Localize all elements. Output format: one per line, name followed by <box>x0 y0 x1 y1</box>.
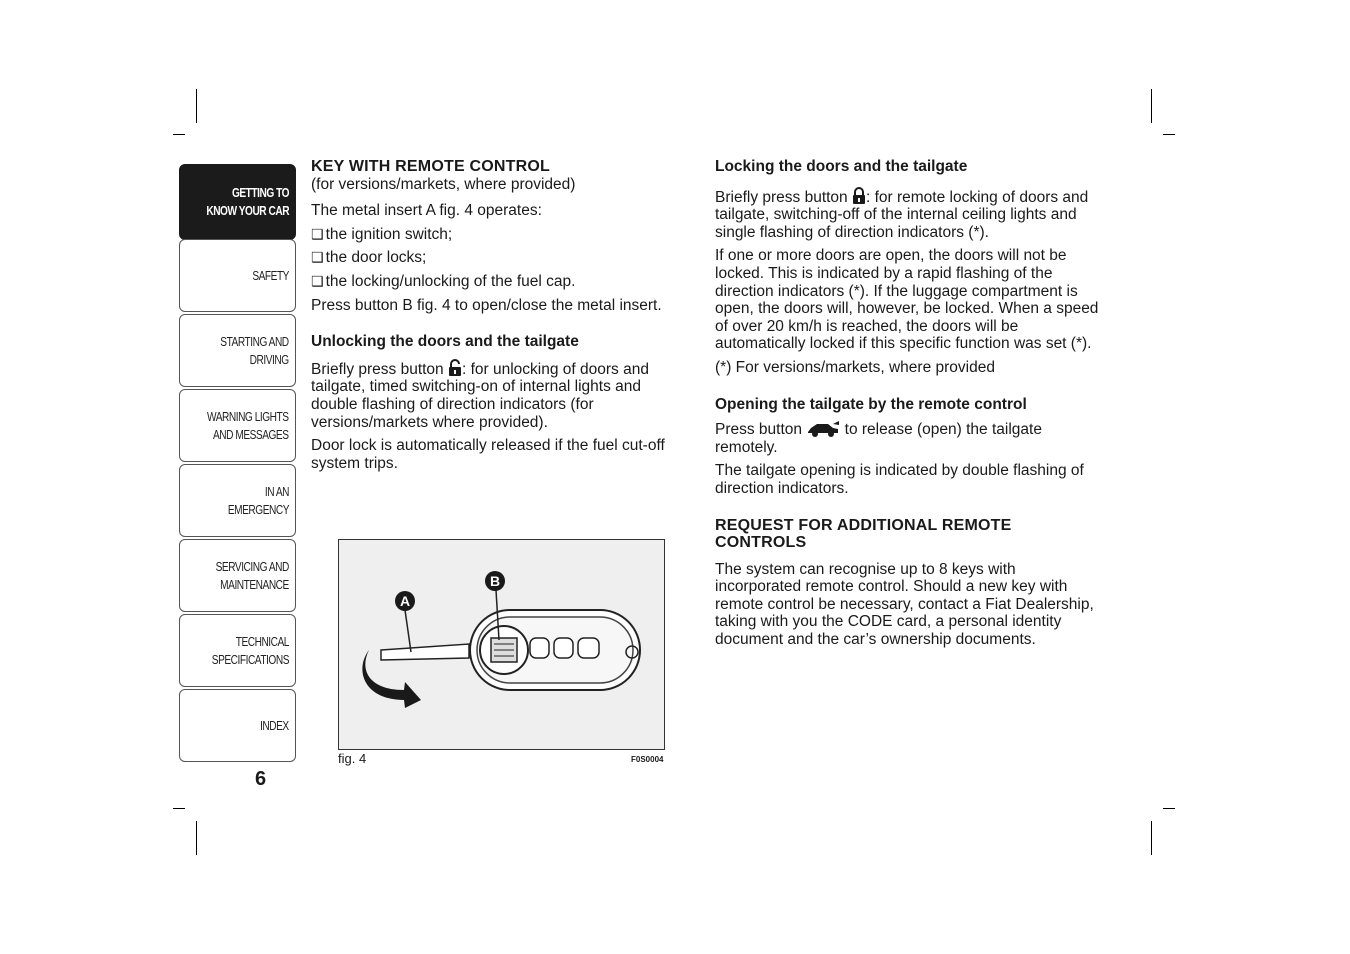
tab-label: TECHNICAL SPECIFICATIONS <box>211 633 289 667</box>
tab-index[interactable] <box>179 689 296 762</box>
crop-mark <box>1163 134 1175 135</box>
tab-label: WARNING LIGHTS AND MESSAGES <box>207 408 289 442</box>
footnote: (*) For versions/markets, where provided <box>715 358 995 376</box>
section-title: KEY WITH REMOTE CONTROL <box>311 158 550 175</box>
tailgate-paragraph <box>715 421 1100 456</box>
press-b-text: Press button B fig. 4 to open/close the metal insert. <box>311 296 662 314</box>
crop-mark <box>196 89 197 123</box>
tab-label: STARTING AND DRIVING <box>220 333 289 367</box>
tab-getting-to-know-your-car[interactable] <box>179 164 296 240</box>
crop-mark <box>1151 89 1152 123</box>
tailgate-button <box>578 638 599 658</box>
crop-mark <box>173 808 185 809</box>
tab-in-an-emergency[interactable] <box>179 464 296 537</box>
crop-mark <box>173 134 185 135</box>
label-b: B <box>489 573 501 589</box>
lock-button <box>554 638 573 658</box>
lock-heading: Locking the doors and the tailgate <box>715 158 968 175</box>
label-a: A <box>399 593 411 609</box>
unlock-paragraph <box>311 359 691 431</box>
lock-text-a: Briefly press button <box>715 188 852 206</box>
door-lock-text: Door lock is automatically released if the fuel cut-off system trips. <box>311 437 665 472</box>
tailgate-indication: The tailgate opening is indicated by double flashing of direction indicators. <box>715 462 1084 497</box>
bullet-item: ❑ the ignition switch; <box>311 226 691 244</box>
request-text: The system can recognise up to 8 keys with incorporated remote control. Should a new key with remote control be necessary, contact a Fiat Dealership, taking with you the CODE card, a personal identity document and the car’s ownership documents. <box>715 560 1094 649</box>
metal-insert <box>381 644 469 660</box>
tailgate-text-b: to release (open) the tailgate remotely. <box>715 421 1042 456</box>
tab-safety[interactable] <box>179 239 296 312</box>
unlock-text-b: : for unlocking of doors and tailgate, timed switching-on of internal lights and double flashing of direction indicators (for versions/markets where provided). <box>311 360 649 431</box>
tailgate-heading: Opening the tailgate by the remote control <box>715 395 1027 413</box>
tab-label: INDEX <box>260 717 289 733</box>
tab-label: SERVICING AND MAINTENANCE <box>215 558 289 592</box>
bullet-item: ❑ the locking/unlocking of the fuel cap. <box>311 273 691 291</box>
section-subtitle: (for versions/markets, where provided) <box>311 175 576 193</box>
tab-servicing[interactable] <box>179 539 296 612</box>
crop-mark <box>196 821 197 855</box>
padlock-closed-icon <box>852 187 866 205</box>
tab-warning-lights[interactable] <box>179 389 296 462</box>
open-doors-text: If one or more doors are open, the doors will not be locked. This is indicated by a rapid flashing of the direction indicators (*). If the luggage compartment is open, the doors will, however, be locked. When a speed of over 20 km/h is reached, the doors will be automatically locked if this specific function was set (*). <box>715 247 1099 353</box>
lock-paragraph <box>715 187 1100 242</box>
tab-label: SAFETY <box>252 267 289 283</box>
tab-technical-specifications[interactable] <box>179 614 296 687</box>
unlock-heading: Unlocking the doors and the tailgate <box>311 333 579 351</box>
tailgate-text-a: Press button <box>715 421 807 439</box>
tab-label: GETTING TO KNOW YOUR CAR <box>206 185 289 218</box>
remote-key-illustration <box>339 540 664 749</box>
figure-code: F0S0004 <box>631 755 664 764</box>
key-figure <box>338 539 665 750</box>
crop-mark <box>1163 808 1175 809</box>
bullet-item: ❑ the door locks; <box>311 249 691 267</box>
car-tailgate-icon <box>806 421 840 437</box>
page-number: 6 <box>255 768 267 790</box>
unlock-button <box>530 638 549 658</box>
left-column <box>311 158 691 478</box>
intro-text: The metal insert A fig. 4 operates: <box>311 202 542 220</box>
unlock-text-a: Briefly press button <box>311 360 448 378</box>
tab-starting-and-driving[interactable] <box>179 314 296 387</box>
crop-mark <box>1151 821 1152 855</box>
lock-text-b: : for remote locking of doors and tailgate, switching-off of the internal ceiling lights and single flashing of direction indicators (*). <box>715 188 1089 241</box>
request-heading: REQUEST FOR ADDITIONAL REMOTE CONTROLS <box>715 516 1012 552</box>
right-column <box>715 158 1100 655</box>
figure-caption: fig. 4 <box>338 751 367 766</box>
padlock-open-icon <box>448 359 462 377</box>
tab-label: IN AN EMERGENCY <box>227 483 289 517</box>
